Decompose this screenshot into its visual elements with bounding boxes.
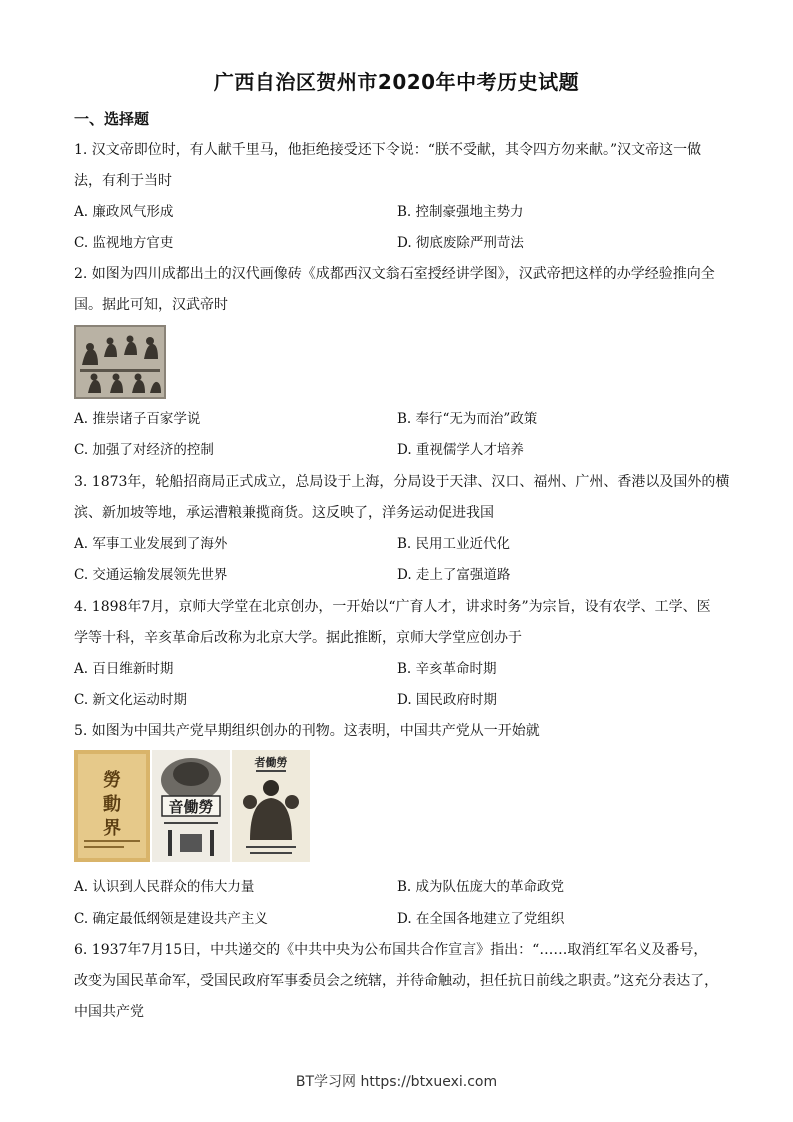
question-3-line-1: 3. 1873年，轮船招商局正式成立，总局设于上海，分局设于天津、汉口、福州、广州、香港以及国外的横 (74, 474, 730, 490)
page-title: 广西自治区贺州市2020年中考历史试题 (213, 70, 580, 94)
question-2-line-1: 2. 如图为四川成都出土的汉代画像砖《成都西汉文翁石室授经讲学图》，汉武帝把这样的办学经验推向全 (74, 266, 715, 282)
question-1-option-c: C. 监视地方官吏 (74, 235, 174, 251)
magazine-1-title-mid: 動 (103, 794, 121, 815)
question-4-option-b: B. 辛亥革命时期 (397, 661, 497, 677)
question-5-option-c: C. 确定最低纲领是建设共产主义 (74, 911, 268, 927)
section-heading: 一、选择题 (74, 110, 150, 128)
question-4-option-c: C. 新文化运动时期 (74, 692, 187, 708)
question-3-line-2: 滨、新加坡等地，承运漕粮兼揽商货。这反映了，洋务运动促进我国 (74, 505, 494, 521)
question-4-line-2: 学等十科，辛亥革命后改称为北京大学。据此推断，京师大学堂应创办于 (74, 630, 522, 646)
magazine-3-title: 者働勞 (254, 756, 288, 769)
question-5-line-1: 5. 如图为中国共产党早期组织创办的刊物。这表明，中国共产党从一开始就 (74, 723, 540, 739)
question-6-line-3: 中国共产党 (74, 1004, 144, 1020)
question-5-option-a: A. 认识到人民群众的伟大力量 (74, 879, 255, 895)
question-2-line-2: 国。据此可知，汉武帝时 (74, 297, 228, 313)
magazine-1-title-bottom: 界 (103, 818, 121, 839)
question-5-option-b: B. 成为队伍庞大的革命政党 (397, 879, 565, 895)
question-2-option-a: A. 推崇诸子百家学说 (74, 411, 201, 427)
footer-watermark: BT学习网 https://btxuexi.com (295, 1074, 498, 1090)
question-2-option-d: D. 重视儒学人才培养 (397, 442, 524, 458)
question-3-option-b: B. 民用工业近代化 (397, 536, 511, 552)
question-6-line-1: 6. 1937年7月15日，中共递交的《中共中央为公布国共合作宣言》指出：“……取消红军名义及番号， (74, 942, 708, 958)
han-brick-relief-image (74, 325, 166, 399)
question-1-option-a: A. 廉政风气形成 (74, 204, 174, 220)
question-4-line-1: 4. 1898年7月，京师大学堂在北京创办，一开始以“广育人才，讲求时务”为宗旨，设有农学、工学、医 (74, 599, 711, 615)
question-3-option-a: A. 军事工业发展到了海外 (74, 536, 228, 552)
question-4-option-a: A. 百日维新时期 (74, 661, 174, 677)
question-5-option-d: D. 在全国各地建立了党组织 (397, 911, 565, 927)
question-3-option-c: C. 交通运输发展领先世界 (74, 567, 228, 583)
question-1-line-2: 法，有利于当时 (74, 173, 172, 189)
question-1-option-b: B. 控制豪强地主势力 (397, 204, 524, 220)
question-2-option-b: B. 奉行“无为而治”政策 (397, 411, 538, 427)
magazine-1-title-top: 勞 (103, 770, 121, 791)
question-3-option-d: D. 走上了富强道路 (397, 567, 511, 583)
question-6-line-2: 改变为国民革命军，受国民政府军事委员会之统辖，并待命触动，担任抗日前线之职责。”这充分表达了， (74, 973, 719, 989)
magazine-2-title: 音働勞 (168, 798, 214, 816)
question-1-line-1: 1. 汉文帝即位时，有人献千里马，他拒绝接受还下令说：“朕不受献，其令四方勿来献。”汉文帝这一做 (74, 142, 702, 158)
question-2-option-c: C. 加强了对经济的控制 (74, 442, 214, 458)
question-4-option-d: D. 国民政府时期 (397, 692, 497, 708)
question-1-option-d: D. 彻底废除严刑苛法 (397, 235, 524, 251)
early-cpc-magazines-image (74, 750, 310, 862)
